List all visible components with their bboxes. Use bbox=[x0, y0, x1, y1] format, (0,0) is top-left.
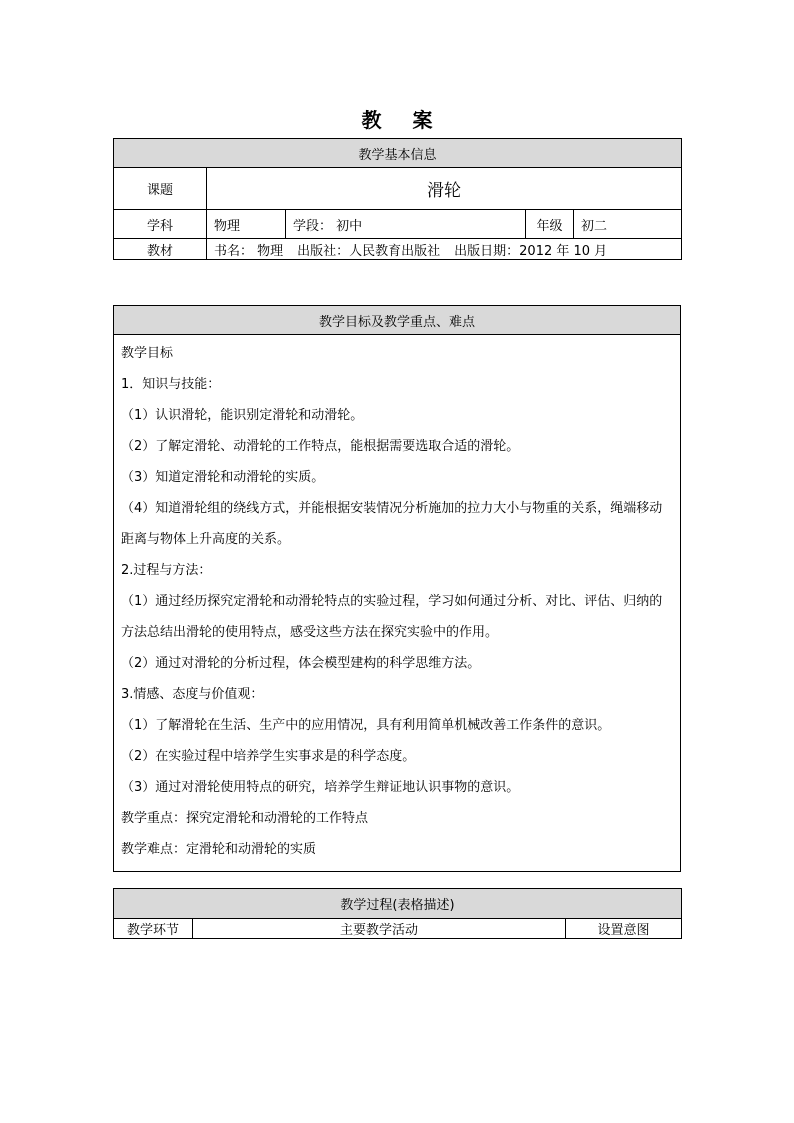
textbook-label: 教材 bbox=[114, 239, 207, 260]
key-point-line: 教学重点：探究定滑轮和动滑轮的工作特点 bbox=[121, 811, 369, 826]
objectives-body bbox=[114, 335, 681, 872]
objective-line: （3）通过对滑轮使用特点的研究，培养学生辩证地认识事物的意识。 bbox=[121, 780, 520, 795]
col-main-activity: 主要教学活动 bbox=[193, 919, 566, 939]
col-teaching-stage: 教学环节 bbox=[114, 919, 193, 939]
grade-label: 年级 bbox=[526, 210, 574, 239]
objective-line: （1）认识滑轮，能识别定滑轮和动滑轮。 bbox=[121, 408, 364, 423]
objective-line: （2）通过对滑轮的分析过程，体会模型建构的科学思维方法。 bbox=[121, 656, 481, 671]
book-name: 书名： 物理 bbox=[214, 243, 284, 259]
objectives-table bbox=[113, 305, 681, 872]
subject-label: 学科 bbox=[114, 210, 207, 239]
grade-value: 初二 bbox=[574, 210, 682, 239]
objective-line: 3.情感、态度与价值观： bbox=[121, 687, 264, 702]
process-table bbox=[113, 888, 682, 939]
topic-label: 课题 bbox=[114, 168, 207, 210]
objective-line: （2）了解定滑轮、动滑轮的工作特点，能根据需要选取合适的滑轮。 bbox=[121, 439, 520, 454]
difficulty-line: 教学难点：定滑轮和动滑轮的实质 bbox=[121, 842, 317, 857]
objective-line: 2.过程与方法： bbox=[121, 563, 212, 578]
objective-line: （1）了解滑轮在生活、生产中的应用情况，具有利用简单机械改善工作条件的意识。 bbox=[121, 718, 611, 733]
col-design-intent: 设置意图 bbox=[566, 919, 682, 939]
objectives-header: 教学目标及教学重点、难点 bbox=[114, 306, 681, 335]
textbook-info bbox=[207, 239, 682, 260]
subject-value: 物理 bbox=[207, 210, 286, 239]
topic-value: 滑轮 bbox=[207, 168, 682, 210]
basic-info-table bbox=[113, 138, 682, 260]
stage-value: 学段： 初中 bbox=[286, 210, 526, 239]
publish-date: 出版日期：2012 年 10 月 bbox=[454, 243, 608, 259]
publisher: 出版社：人民教育出版社 bbox=[297, 243, 441, 259]
objective-line: 教学目标 bbox=[121, 346, 174, 361]
objective-line: （1）通过经历探究定滑轮和动滑轮特点的实验过程，学习如何通过分析、对比、评估、归纳的方法总结出滑轮的使用特点，感受这些方法在探究实验中的作用。 bbox=[121, 594, 663, 640]
basic-info-header: 教学基本信息 bbox=[114, 139, 682, 168]
objective-line: （2）在实验过程中培养学生实事求是的科学态度。 bbox=[121, 749, 416, 764]
document-title: 教 案 bbox=[361, 108, 445, 132]
objective-line: （4）知道滑轮组的绕线方式，并能根据安装情况分析施加的拉力大小与物重的关系，绳端移动距离与物体上升高度的关系。 bbox=[121, 501, 663, 547]
process-header: 教学过程(表格描述) bbox=[114, 889, 682, 919]
objective-line: （3）知道定滑轮和动滑轮的实质。 bbox=[121, 470, 325, 485]
objective-line: 1．知识与技能： bbox=[121, 377, 221, 392]
